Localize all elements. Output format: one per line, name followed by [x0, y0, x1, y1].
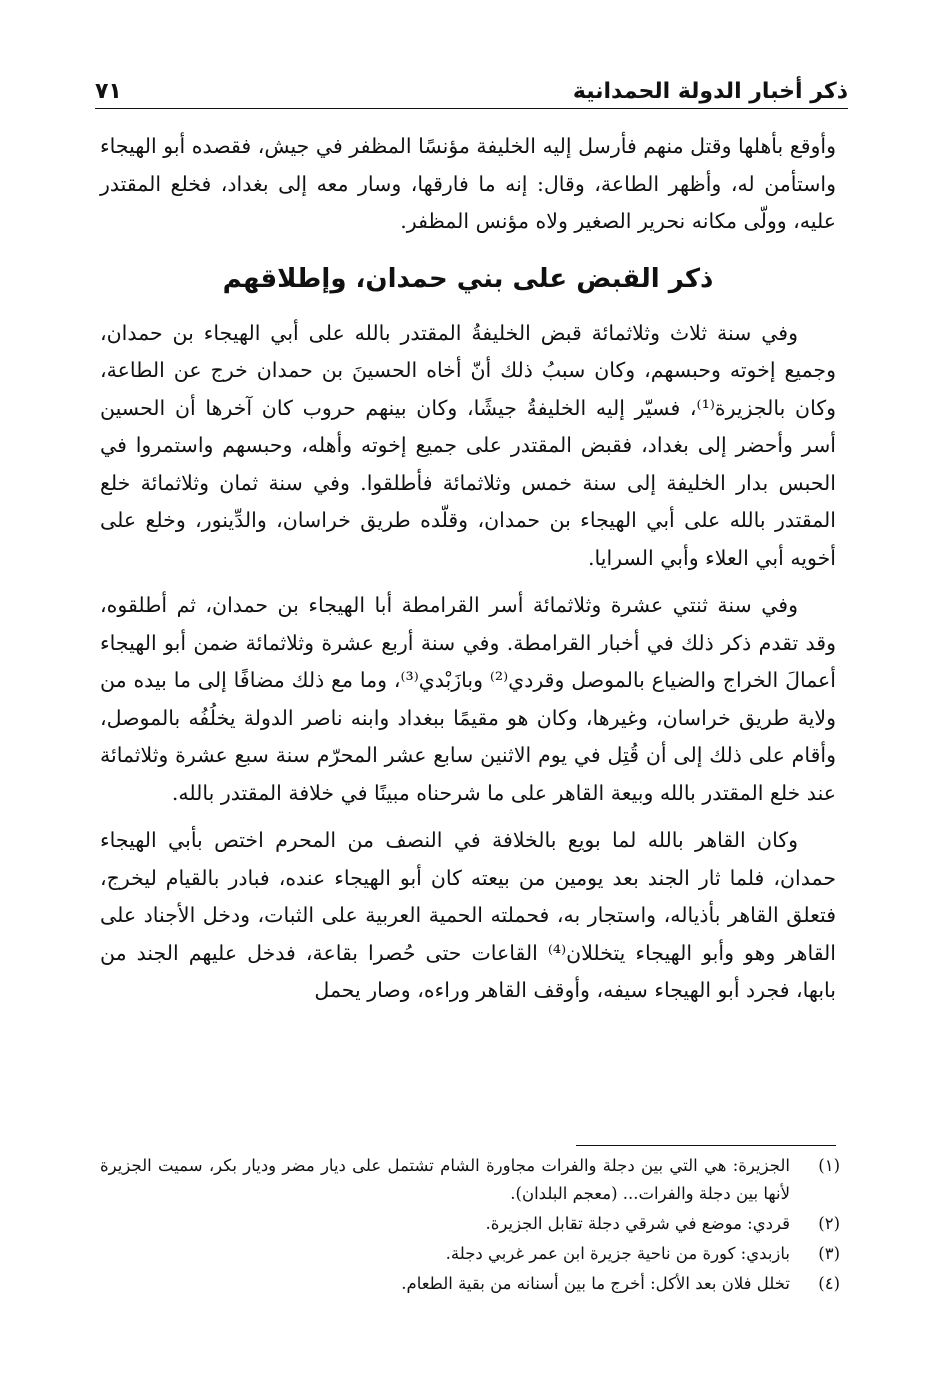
footnote-text: الجزيرة: هي التي بين دجلة والفرات مجاورة الشام تشتمل على ديار مضر وديار بكر، سميت الجزيرة لأنها بين دجلة والفرات... (معجم البلدان). — [100, 1156, 790, 1203]
footnote-number: (٤) — [818, 1274, 840, 1293]
page-number: ٧١ — [95, 79, 122, 104]
running-header — [95, 72, 848, 109]
footnote-text: تخلل فلان بعد الأكل: أخرج ما بين أسنانه من بقية الطعام. — [401, 1274, 790, 1293]
paragraph-arrest: وفي سنة ثلاث وثلاثمائة قبض الخليفةُ المقتدر بالله على أبي الهيجاء بن حمدان، وجميع إخوته وحبسهم، وكان سببُ ذلك أنّ أخاه الحسينَ بن حمدان خرج عن الطاعة، وكان بالجزيرة⁽¹⁾، فسيّر إليه الخليفةُ جيشًا، وكان بينهم حروب كان آخرها أن الحسين أسر وأحضر إلى بغداد، فقبض المقتدر على جميع إخوته وأهله، وحبسهم واستمروا في الحبس بدار الخليفة إلى سنة خمس وثلاثمائة فأطلقوا. وفي سنة ثمان وثلاثمائة خلع المقتدر بالله على أبي الهيجاء بن حمدان، وقلّده طريق خراسان، والدِّينور، وخلع على أخويه أبي العلاء وأبي السرايا. — [100, 320, 836, 570]
footnote-text: قردي: موضع في شرقي دجلة تقابل الجزيرة. — [485, 1214, 790, 1233]
running-header-title: ذكر أخبار الدولة الحمدانية — [572, 79, 848, 104]
paragraph-qaramita: وفي سنة ثنتي عشرة وثلاثمائة أسر القرامطة أبا الهيجاء بن حمدان، ثم أطلقوه، وقد تقدم ذكر ذلك في أخبار القرامطة. وفي سنة أربع عشرة وثلاثمائة ضمن أبو الهيجاء أعمالَ الخراج والضياع بالموصل وقردي⁽²⁾ وبازَبْدي⁽³⁾، وما مع ذلك مضافًا إلى ما بيده من ولاية طريق خراسان، وغيرها، وكان هو مقيمًا ببغداد وابنه ناصر الدولة يخلُفُه بالموصل، وأقام على ذلك إلى أن قُتِل في يوم الاثنين سابع عشر المحرّم سنة سبع عشرة وثلاثمائة عند خلع المقتدر بالله وبيعة القاهر على ما شرحناه مبينًا في خلافة المقتدر بالله. — [100, 593, 836, 805]
main-text — [100, 128, 836, 1010]
footnote-number: (١) — [818, 1156, 840, 1175]
paragraph-qahir: وكان القاهر بالله لما بويع بالخلافة في النصف من المحرم اختص بأبي الهيجاء حمدان، فلما ثار الجند بعد يومين من بيعته كان أبو الهيجاء عنده، فبادر بالقيام ليخرج، فتعلق القاهر بأذياله، واستجار به، فحملته الحمية العربية على الثبات، ودخل الأجناد على القاهر وهو وأبو الهيجاء يتخللان⁽⁴⁾ القاعات حتى حُصرا بقاعة، فدخل عليهم الجند من بابها، فجرد أبو الهيجاء سيفه، وأوقف القاهر وراءه، وصار يحمل — [100, 828, 836, 1002]
footnote-item — [100, 1210, 840, 1238]
footnote-item — [100, 1270, 840, 1298]
footnotes — [100, 1152, 840, 1300]
footnote-item — [100, 1152, 840, 1208]
footnote-number: (٢) — [818, 1214, 840, 1233]
section-heading: ذكر القبض على بني حمدان، وإطلاقهم — [222, 263, 714, 294]
intro-paragraph: وأوقع بأهلها وقتل منهم فأرسل إليه الخليفة مؤنسًا المظفر في جيش، فقصده أبو الهيجاء واستأمن له، وأظهر الطاعة، وقال: إنه ما فارقها، وسار معه إلى بغداد، فخلع المقتدر عليه، وولّى مكانه نحرير الصغير ولاه مؤنس المظفر. — [100, 134, 836, 233]
footnote-text: بازبدي: كورة من ناحية جزيرة ابن عمر غربي دجلة. — [445, 1244, 790, 1263]
footnote-item — [100, 1240, 840, 1268]
footnote-separator — [576, 1145, 836, 1146]
footnote-number: (٣) — [818, 1244, 840, 1263]
